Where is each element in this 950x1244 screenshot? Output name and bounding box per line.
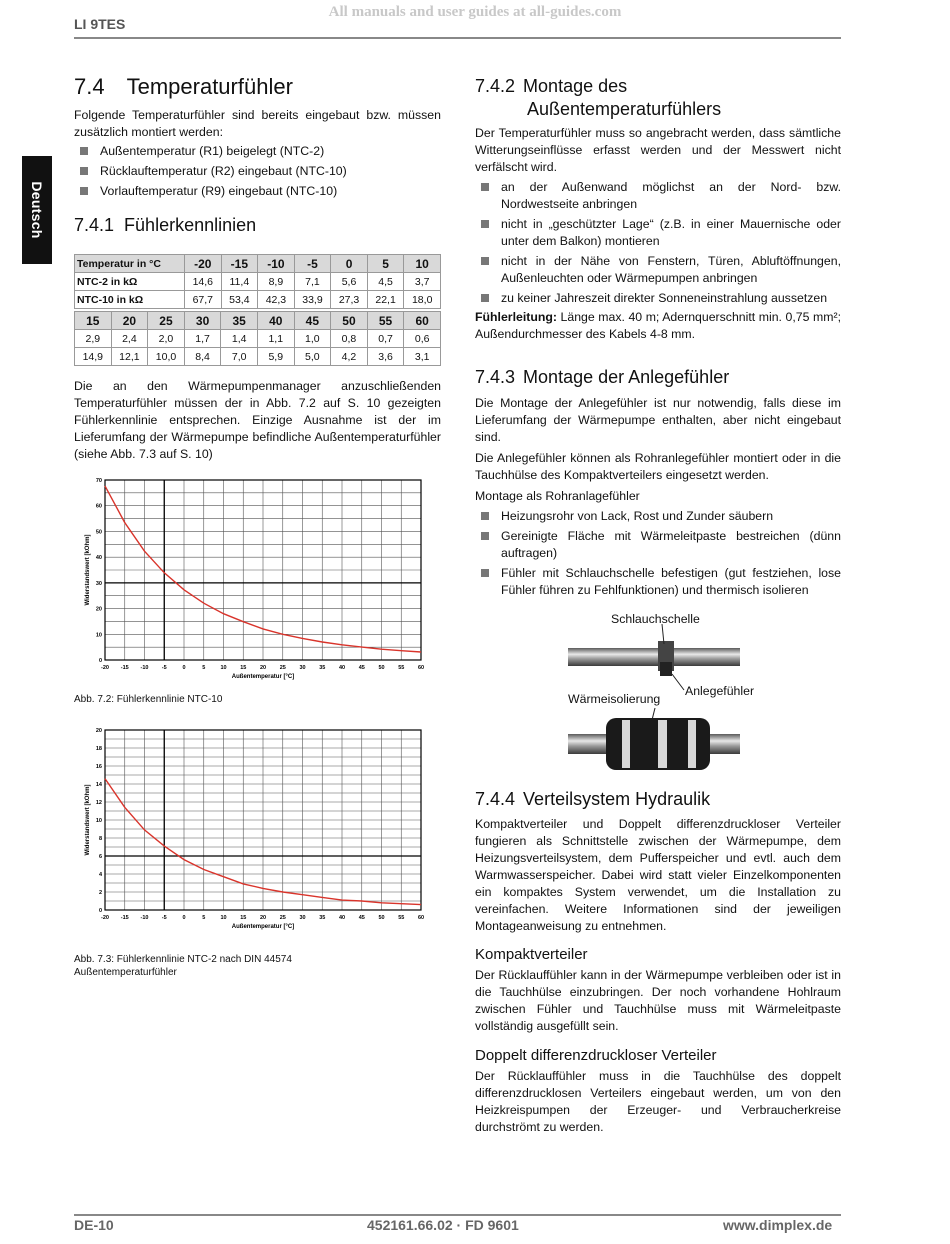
footer-url: www.dimplex.de bbox=[723, 1217, 833, 1233]
table-cell: 5,9 bbox=[257, 348, 294, 366]
section-title-line2: Außentemperaturfühlers bbox=[527, 99, 722, 119]
table-cell: 0,8 bbox=[331, 330, 368, 348]
table-cell: 3,1 bbox=[404, 348, 441, 366]
section-7-4-3-p2: Die Anlegefühler können als Rohranlegefühler montiert oder in die Tauchhülse des Kompaktverteilers eingesetzt werden. bbox=[475, 451, 841, 482]
x-axis-label: Außentemperatur [°C] bbox=[231, 674, 295, 680]
sensor-pointer bbox=[672, 674, 684, 690]
table-cell: -15 bbox=[221, 255, 258, 273]
table-cell: 45 bbox=[294, 312, 331, 330]
watermark: All manuals and user guides at all-guides.com bbox=[328, 4, 622, 20]
table-cell: 7,0 bbox=[221, 348, 258, 366]
caption-line: Abb. 7.3: Fühlerkennlinie NTC-2 nach DIN 44574 bbox=[74, 954, 292, 965]
table-cell: -10 bbox=[258, 255, 295, 273]
ntc2-chart bbox=[74, 724, 434, 936]
language-tab-label: Deutsch bbox=[29, 181, 45, 239]
x-tick-label: 10 bbox=[220, 915, 227, 921]
y-axis-label: Widerstandswert [kOhm] bbox=[85, 784, 91, 856]
list-item: Außentemperatur (R1) beigelegt (NTC-2) bbox=[74, 143, 441, 160]
y-tick-label: 10 bbox=[95, 818, 102, 824]
table-cell: 8,4 bbox=[184, 348, 221, 366]
y-tick-label: 0 bbox=[98, 658, 102, 664]
table-label: Temperatur in °C bbox=[75, 255, 185, 273]
table-cell: 2,9 bbox=[75, 330, 112, 348]
x-tick-label: 60 bbox=[417, 915, 425, 921]
section-7-4-3-heading bbox=[475, 367, 729, 388]
table-cell: 14,6 bbox=[185, 273, 222, 291]
language-tab bbox=[22, 156, 52, 264]
table-cell: 67,7 bbox=[185, 291, 222, 309]
kompaktverteiler-text: Der Rücklauffühler kann in der Wärmepumpe verbleiben oder ist in die Tauchhülse einzubringen. Der noch vorhandene Hohlraum zwischen Fühler und Tauchhülse muss mit Wärmeleitpaste vollständig ausgefüllt sein. bbox=[475, 968, 841, 1033]
table-cell: 5,0 bbox=[294, 348, 331, 366]
list-item: zu keiner Jahreszeit direkter Sonneneinstrahlung aussetzen bbox=[475, 290, 841, 307]
x-tick-label: 10 bbox=[220, 665, 227, 671]
table-label: NTC-2 in kΩ bbox=[75, 273, 185, 291]
table-cell: 11,4 bbox=[221, 273, 258, 291]
table-cell: 3,7 bbox=[404, 273, 441, 291]
table-cell: 40 bbox=[257, 312, 294, 330]
x-tick-label: -15 bbox=[120, 915, 129, 921]
cable-text: Länge max. 40 m; Adernquerschnitt min. 0,75 mm²; Außendurchmesser des Kabels 4-8 mm. bbox=[475, 310, 841, 341]
y-tick-label: 40 bbox=[95, 555, 102, 562]
sensor-list bbox=[74, 143, 441, 203]
x-tick-label: -10 bbox=[140, 665, 149, 671]
table-cell: 2,4 bbox=[111, 330, 148, 348]
table-cell: 5 bbox=[367, 255, 404, 273]
x-tick-label: 5 bbox=[202, 665, 206, 671]
table-cell: 4,5 bbox=[367, 273, 404, 291]
y-tick-label: 20 bbox=[95, 606, 102, 613]
x-tick-label: 60 bbox=[417, 665, 425, 671]
table-cell: -20 bbox=[185, 255, 222, 273]
label-pipe-sensor: Anlegefühler bbox=[685, 684, 755, 698]
y-tick-label: 2 bbox=[98, 890, 102, 896]
y-tick-label: 4 bbox=[98, 872, 102, 878]
x-tick-label: 45 bbox=[358, 915, 365, 921]
table-cell: 4,2 bbox=[331, 348, 368, 366]
list-item: nicht in der Nähe von Fenstern, Türen, Abluftöffnungen, Außenleuchten oder Wärmepumpen anbringen bbox=[475, 253, 841, 287]
y-tick-label: 30 bbox=[95, 580, 102, 587]
figure-7-2-caption: Abb. 7.2: Fühlerkennlinie NTC-10 bbox=[74, 694, 223, 705]
table-cell: 33,9 bbox=[294, 291, 331, 309]
ntc10-chart bbox=[74, 474, 434, 686]
table-cell: 42,3 bbox=[258, 291, 295, 309]
y-tick-label: 10 bbox=[95, 632, 102, 639]
sensor-table-top bbox=[74, 254, 441, 309]
table-cell: 14,9 bbox=[75, 348, 112, 366]
x-tick-label: -10 bbox=[140, 915, 149, 921]
x-tick-label: 50 bbox=[378, 665, 385, 671]
x-tick-label: -15 bbox=[120, 665, 129, 671]
x-tick-label: 25 bbox=[279, 665, 286, 671]
table-cell: 50 bbox=[331, 312, 368, 330]
table-cell: 2,0 bbox=[148, 330, 185, 348]
y-tick-label: 6 bbox=[98, 854, 102, 860]
list-item: nicht in „geschützter Lage“ (z.B. in einer Mauernische oder unter dem Balkon) montieren bbox=[475, 216, 841, 250]
list-item: Heizungsrohr von Lack, Rost und Zunder säubern bbox=[475, 508, 841, 525]
x-tick-label: 40 bbox=[338, 665, 346, 671]
list-item: Rücklauftemperatur (R2) eingebaut (NTC-10) bbox=[74, 163, 441, 180]
verteiler-text: Der Rücklauffühler muss in die Tauchhülse des doppelt differenzdrucklosen Verteilers eingebaut werden, um von den Heizkreispumpen der Erzeuger- und Verbraucherkreise durchströmt zu werden. bbox=[475, 1069, 841, 1134]
section-7-4-3-p1: Die Montage der Anlegefühler ist nur notwendig, falls diese im Lieferumfang der Wärmepumpe enthalten, aber nicht eingebaut sind. bbox=[475, 396, 841, 444]
section-title: Montage der Anlegefühler bbox=[523, 367, 730, 387]
section-7-4-2-intro: Der Temperaturfühler muss so angebracht werden, dass sämtliche Witterungseinflüsse erfasst werden und der Messwert nicht verfälscht wird. bbox=[475, 126, 841, 174]
x-tick-label: 20 bbox=[259, 665, 267, 671]
x-tick-label: 45 bbox=[358, 665, 365, 671]
x-tick-label: 30 bbox=[299, 665, 306, 671]
table-cell: 1,4 bbox=[221, 330, 258, 348]
x-tick-label: 15 bbox=[240, 915, 247, 921]
table-cell: 20 bbox=[111, 312, 148, 330]
section-title: Temperaturfühler bbox=[126, 74, 293, 99]
section-title: Fühlerkennlinien bbox=[124, 215, 257, 235]
x-tick-label: -20 bbox=[101, 665, 109, 671]
table-cell: 55 bbox=[367, 312, 404, 330]
x-axis-label: Außentemperatur [°C] bbox=[231, 924, 295, 930]
table-cell: 30 bbox=[184, 312, 221, 330]
insulation-band bbox=[622, 720, 630, 768]
y-tick-label: 70 bbox=[95, 478, 102, 484]
section-title: Montage des bbox=[523, 76, 628, 96]
x-tick-label: 15 bbox=[240, 665, 247, 671]
cable-label: Fühlerleitung: bbox=[475, 310, 557, 324]
header-divider bbox=[74, 37, 841, 39]
table-cell: -5 bbox=[294, 255, 331, 273]
list-item: Fühler mit Schlauchschelle befestigen (gut festziehen, lose Fühler führen zu Fehlfunktionen) und thermisch isolieren bbox=[475, 565, 841, 599]
list-item: Vorlauftemperatur (R9) eingebaut (NTC-10) bbox=[74, 183, 441, 200]
x-tick-label: 5 bbox=[202, 915, 206, 921]
x-tick-label: -5 bbox=[161, 665, 167, 671]
section-7-4-3-p3: Montage als Rohranlagefühler bbox=[475, 489, 640, 503]
x-tick-label: 0 bbox=[182, 915, 186, 921]
label-hose-clamp: Schlauchschelle bbox=[611, 612, 700, 626]
table-cell: 5,6 bbox=[331, 273, 368, 291]
section-7-4-intro: Folgende Temperaturfühler sind bereits eingebaut bzw. müssen zusätzlich montiert werden: bbox=[74, 108, 441, 139]
page-number: DE-10 bbox=[74, 1217, 114, 1233]
verteiler-heading: Doppelt differenzdruckloser Verteiler bbox=[475, 1047, 717, 1064]
y-tick-label: 12 bbox=[95, 800, 102, 806]
kompaktverteiler-heading: Kompaktverteiler bbox=[475, 946, 588, 963]
table-cell: 1,1 bbox=[257, 330, 294, 348]
figure-7-3-caption bbox=[74, 953, 292, 979]
cable-spec bbox=[475, 309, 841, 343]
y-tick-label: 18 bbox=[95, 746, 102, 752]
table-cell: 18,0 bbox=[404, 291, 441, 309]
insulation-band bbox=[688, 720, 696, 768]
x-tick-label: 35 bbox=[319, 915, 326, 921]
table-cell: 10 bbox=[404, 255, 441, 273]
x-tick-label: 55 bbox=[398, 915, 405, 921]
section-number: 7.4.1 bbox=[74, 215, 115, 235]
table-cell: 53,4 bbox=[221, 291, 258, 309]
y-axis-label: Widerstandswert [kOhm] bbox=[85, 534, 91, 606]
caption-line: Außentemperaturfühler bbox=[74, 967, 177, 978]
table-cell: 0 bbox=[331, 255, 368, 273]
pipe-sensor bbox=[660, 662, 672, 676]
table-cell: 35 bbox=[221, 312, 258, 330]
y-tick-label: 14 bbox=[95, 782, 102, 788]
table-cell: 15 bbox=[75, 312, 112, 330]
table-cell: 0,7 bbox=[367, 330, 404, 348]
table-cell: 1,7 bbox=[184, 330, 221, 348]
y-tick-label: 0 bbox=[98, 908, 102, 914]
section-7-4-4-heading bbox=[475, 789, 710, 810]
table-cell: 25 bbox=[148, 312, 185, 330]
table-cell: 27,3 bbox=[331, 291, 368, 309]
list-item: an der Außenwand möglichst an der Nord- bzw. Nordwestseite anbringen bbox=[475, 179, 841, 213]
list-item: Gereinigte Fläche mit Wärmeleitpaste bestreichen (dünn auftragen) bbox=[475, 528, 841, 562]
y-tick-label: 60 bbox=[95, 503, 102, 510]
document-number: 452161.66.02 · FD 9601 bbox=[367, 1217, 519, 1233]
kennlinie-text: Die an den Wärmepumpenmanager anzuschließenden Temperaturfühler müssen der in Abb. 7.2 auf S. 10 gezeigten Fühlerkennlinie entsprechen. Einzige Ausnahme ist der im Lieferumfang der Wärmepumpe befindliche Außentemperaturfühler (siehe Abb. 7.3 auf S. 10) bbox=[74, 379, 441, 461]
section-7-4-4-p1: Kompaktverteiler und Doppelt differenzdruckloser Verteiler fungieren als Schnittstelle zwischen der Wärmepumpe, dem Heizungsverteilsystem, dem Pufferspeicher und evtl. auch dem Warmwasserspeicher. Dabei wird statt vieler Einzelkomponenten ein kompaktes System verwendet, um die Installation zu vereinfachen. Weitere Informationen sind der jeweiligen Montageanweisung zu entnehmen. bbox=[475, 817, 841, 933]
x-tick-label: 55 bbox=[398, 665, 405, 671]
y-tick-label: 16 bbox=[95, 764, 102, 770]
section-title: Verteilsystem Hydraulik bbox=[523, 789, 711, 809]
x-tick-label: -20 bbox=[101, 915, 109, 921]
section-7-4-heading bbox=[74, 74, 293, 100]
x-tick-label: 30 bbox=[299, 915, 306, 921]
table-cell: 0,6 bbox=[404, 330, 441, 348]
table-cell: 12,1 bbox=[111, 348, 148, 366]
y-tick-label: 50 bbox=[95, 529, 102, 536]
x-tick-label: 40 bbox=[338, 915, 346, 921]
section-number: 7.4.2 bbox=[475, 76, 516, 96]
mounting-rules-list bbox=[475, 179, 841, 310]
pipe-upper bbox=[568, 648, 740, 666]
table-cell: 3,6 bbox=[367, 348, 404, 366]
table-cell: 8,9 bbox=[258, 273, 295, 291]
table-cell: 10,0 bbox=[148, 348, 185, 366]
x-tick-label: 20 bbox=[259, 915, 267, 921]
table-cell: 22,1 bbox=[367, 291, 404, 309]
table-label: NTC-10 in kΩ bbox=[75, 291, 185, 309]
y-tick-label: 8 bbox=[98, 836, 102, 842]
table-cell: 60 bbox=[404, 312, 441, 330]
section-7-4-2-heading bbox=[475, 75, 721, 121]
section-number: 7.4.3 bbox=[475, 367, 516, 387]
x-tick-label: 35 bbox=[319, 665, 326, 671]
table-cell: 1,0 bbox=[294, 330, 331, 348]
pipe-sensor-steps bbox=[475, 508, 841, 602]
x-tick-label: 25 bbox=[279, 915, 286, 921]
sensor-table-bottom bbox=[74, 311, 441, 366]
x-tick-label: 50 bbox=[378, 915, 385, 921]
y-tick-label: 20 bbox=[95, 728, 102, 734]
header-model: LI 9TES bbox=[74, 16, 126, 32]
x-tick-label: -5 bbox=[161, 915, 167, 921]
table-cell: 7,1 bbox=[294, 273, 331, 291]
label-insulation: Wärmeisolierung bbox=[568, 692, 661, 706]
x-tick-label: 0 bbox=[182, 665, 186, 671]
section-number: 7.4.4 bbox=[475, 789, 516, 809]
footer-divider bbox=[74, 1214, 841, 1216]
insulation-band bbox=[658, 720, 667, 768]
section-number: 7.4 bbox=[74, 74, 105, 99]
section-7-4-1-heading bbox=[74, 215, 256, 236]
